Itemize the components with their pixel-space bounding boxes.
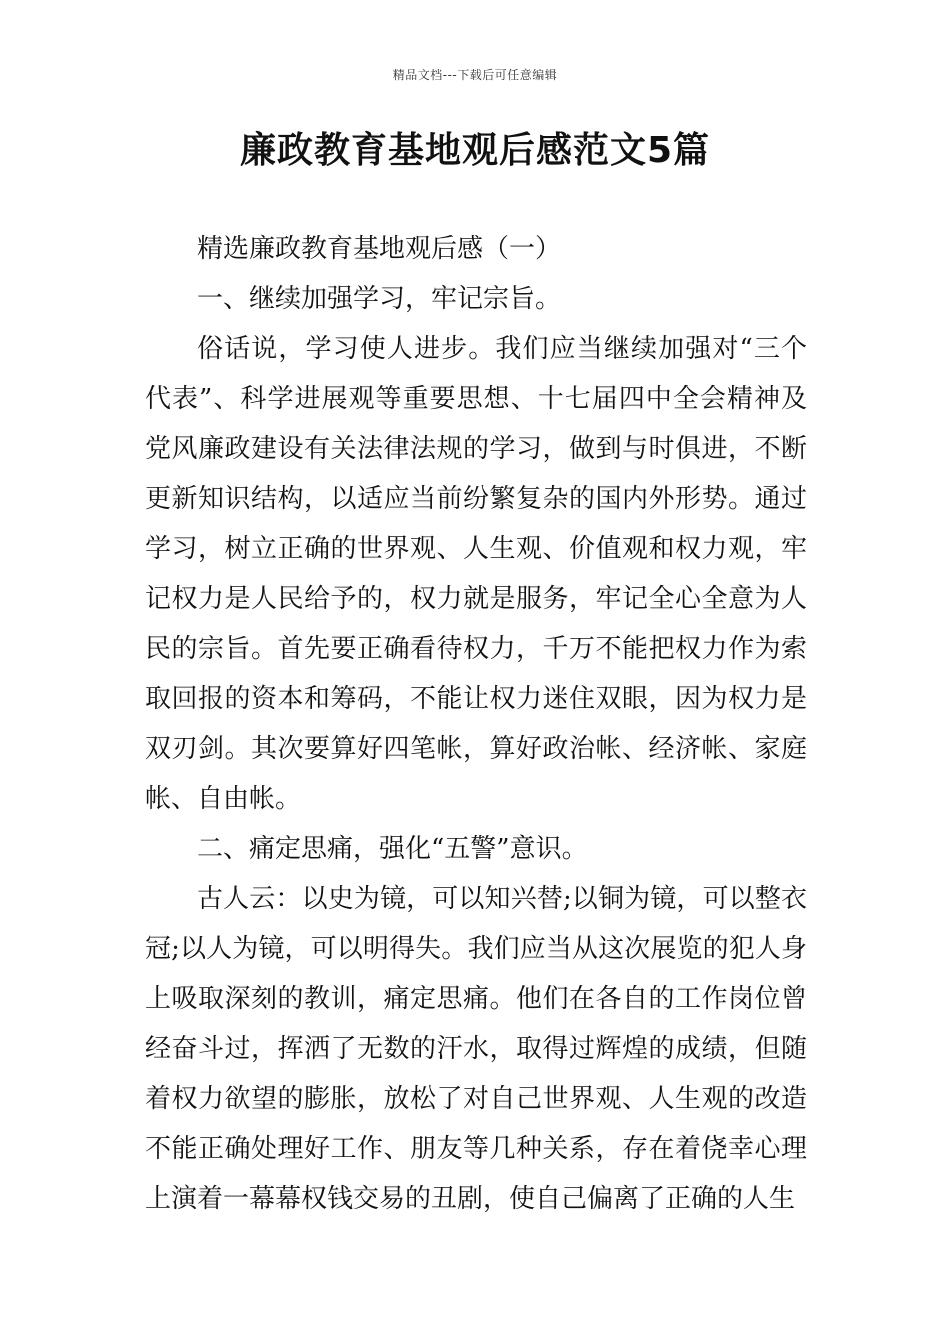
subsection-heading-1: 一、继续加强学习，牢记宗旨。 <box>197 284 562 314</box>
document-title: 廉政教育基地观后感范文5篇 <box>239 130 711 171</box>
document-body <box>145 224 807 1224</box>
header-note: 精品文档---下载后可任意编辑 <box>392 68 558 82</box>
body-paragraph-1: 俗话说，学习使人进步。我们应当继续加强对“三个代表”、科学进展观等重要思想、十七届四中全会精神及党风廉政建设有关法律法规的学习，做到与时俱进，不断更新知识结构，以适应当前纷繁复杂的国内外形势。通过学习，树立正确的世界观、人生观、价值观和权力观，牢记权力是人民给予的，权力就是服务，牢记全心全意为人民的宗旨。首先要正确看待权力，千万不能把权力作为索取回报的资本和筹码，不能让权力迷住双眼，因为权力是双刃剑。其次要算好四笔帐，算好政治帐、经济帐、家庭帐、自由帐。 <box>145 334 807 814</box>
body-paragraph-2: 古人云：以史为镜，可以知兴替;以铜为镜，可以整衣冠;以人为镜，可以明得失。我们应当从这次展览的犯人身上吸取深刻的教训，痛定思痛。他们在各自的工作岗位曾经奋斗过，挥洒了无数的汗水，取得过辉煌的成绩，但随着权力欲望的膨胀，放松了对自己世界观、人生观的改造不能正确处理好工作、朋友等几种关系，存在着侥幸心理上演着一幕幕权钱交易的丑剧，使自己偏离了正确的人生 <box>145 884 807 1214</box>
section-heading: 精选廉政教育基地观后感（一） <box>197 234 562 264</box>
subsection-heading-2: 二、痛定思痛，强化“五警”意识。 <box>197 834 588 864</box>
